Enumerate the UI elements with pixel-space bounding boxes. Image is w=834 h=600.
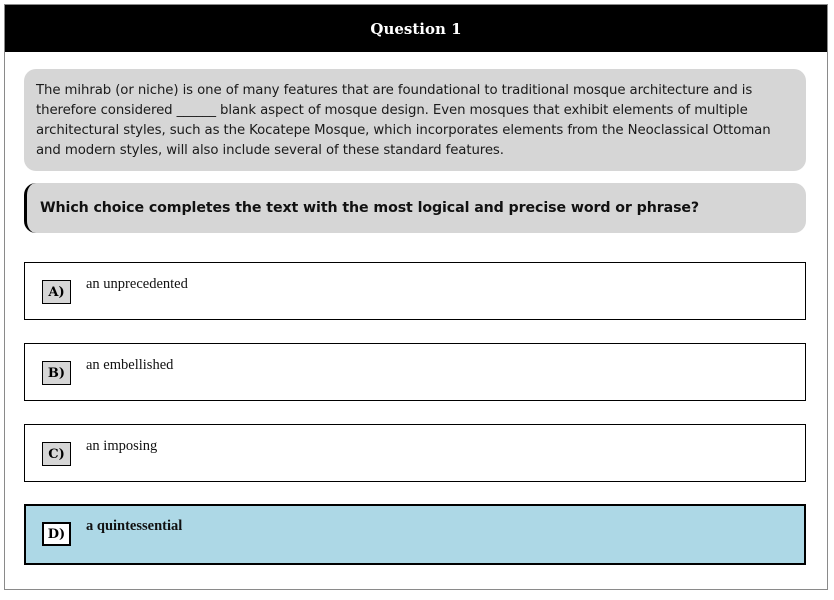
question-title: Question 1 [370, 19, 462, 38]
passage-text: The mihrab (or niche) is one of many features that are foundational to traditional mosque architecture and is therefore considered ______ blank aspect of mosque design. Even mosques that exhibit elements of multiple architectural styles, such as the Kocatepe Mosque, which incorporates elements from the Neoclassical Ottoman and modern styles, will also include several of these standard features. [24, 69, 806, 171]
choice-text-a: an unprecedented [86, 276, 188, 292]
choice-letter-b: B) [42, 361, 71, 385]
question-frame [4, 4, 828, 590]
choice-letter-c: C) [42, 442, 71, 466]
choice-letter-d: D) [42, 522, 71, 546]
question-header [5, 5, 827, 52]
choice-letter-a: A) [42, 280, 71, 304]
choice-text-d: a quintessential [86, 518, 183, 534]
choice-a[interactable] [24, 262, 806, 320]
question-prompt [24, 183, 806, 233]
question-prompt-text: Which choice completes the text with the most logical and precise word or phrase? [40, 200, 700, 216]
choice-d[interactable] [24, 504, 806, 565]
choice-c[interactable] [24, 424, 806, 482]
choice-b[interactable] [24, 343, 806, 401]
choice-text-c: an imposing [86, 438, 158, 454]
choice-text-b: an embellished [86, 357, 174, 373]
